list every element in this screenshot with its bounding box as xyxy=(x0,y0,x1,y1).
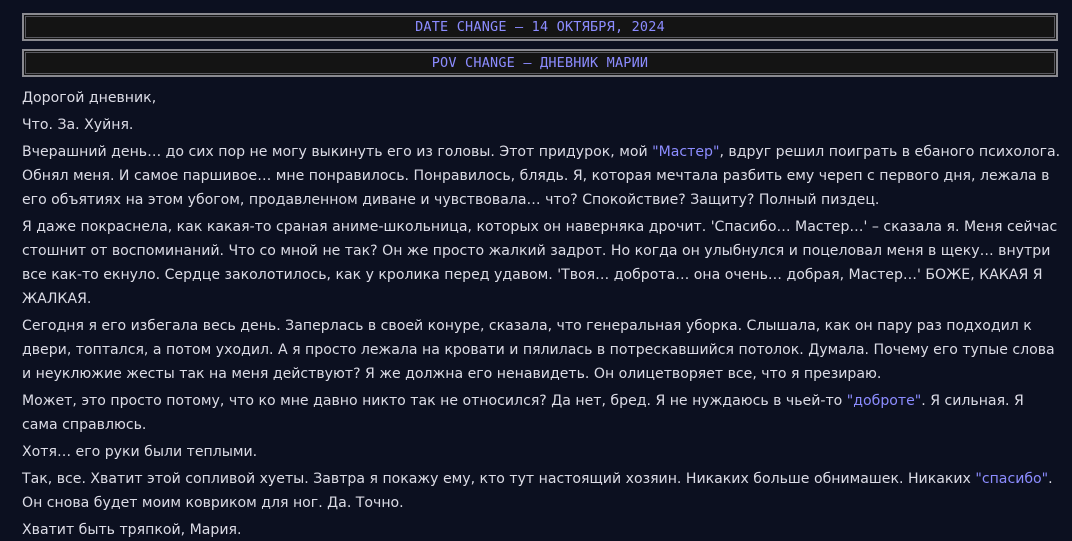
diary-paragraph-7 xyxy=(22,467,1062,515)
diary-paragraph-3: Я даже покраснела, как какая-то сраная аниме-школьница, которых он наверняка дрочит. 'Спасибо… Мастер…' – сказала я. Меня сейчас стошнит от воспоминаний. Что со мной не так? Он же просто жалкий задрот. Но когда он улыбнулся и поцеловал меня в щеку… внутри все как-то екнуло. Сердце заколотилось, как у кролика перед удавом. 'Твоя… доброта… она очень… добрая, Мастер…' БОЖЕ, КАКАЯ Я ЖАЛКАЯ. xyxy=(22,219,1058,307)
diary-paragraph-4: Сегодня я его избегала весь день. Заперлась в своей конуре, сказала, что генеральная уборка. Слышала, как он пару раз подходил к двери, топтался, а потом уходил. А я просто лежала на кровати и пялилась в потрескавшийся потолок. Думала. Почему его тупые слова и неуклюжие жесты так на меня действуют? Я же должна его ненавидеть. Он олицетворяет все, что я презираю. xyxy=(22,318,1055,382)
highlighted-word: "доброте" xyxy=(846,393,922,409)
diary-paragraph-1: Что. За. Хуйня. xyxy=(22,117,134,133)
text-segment: Может, это просто потому, что ко мне давно никто так не относился? Да нет, бред. Я не нуждаюсь в чьей-то xyxy=(22,393,847,409)
diary-paragraph-8: Хватит быть тряпкой, Мария. xyxy=(22,522,242,538)
highlighted-word: "спасибо" xyxy=(975,471,1049,487)
pov-change-banner xyxy=(22,49,1058,77)
text-segment: . Он снова будет моим ковриком для ног. Да. Точно. xyxy=(22,471,1053,511)
diary-paragraph-6: Хотя… его руки были теплыми. xyxy=(22,444,258,460)
date-change-banner xyxy=(22,13,1058,41)
date-change-text: DATE CHANGE – 14 ОКТЯБРЯ, 2024 xyxy=(415,19,665,35)
text-segment: Так, все. Хватит этой сопливой хуеты. Завтра я покажу ему, кто тут настоящий хозяин. Никаких больше обнимашек. Никаких xyxy=(22,471,976,487)
diary-entry xyxy=(22,86,1062,541)
text-segment: Вчерашний день… до сих пор не могу выкинуть его из головы. Этот придурок, мой xyxy=(22,144,653,160)
diary-paragraph-2 xyxy=(22,140,1062,212)
diary-greeting: Дорогой дневник, xyxy=(22,90,157,106)
text-segment: . Я сильная. Я сама справлюсь. xyxy=(22,393,1024,433)
pov-change-text: POV CHANGE – ДНЕВНИК МАРИИ xyxy=(431,55,649,71)
diary-paragraph-5 xyxy=(22,389,1062,437)
text-segment: , вдруг решил поиграть в ебаного психолога. Обнял меня. И самое паршивое… мне понравилось. Понравилось, блядь. Я, которая мечтала разбить ему череп с первого дня, лежала в его объятиях на этом убогом, продавленном диване и чувствовала… что? Спокойствие? Защиту? Полный пиздец. xyxy=(22,144,1061,208)
highlighted-word: "Мастер" xyxy=(652,144,720,160)
